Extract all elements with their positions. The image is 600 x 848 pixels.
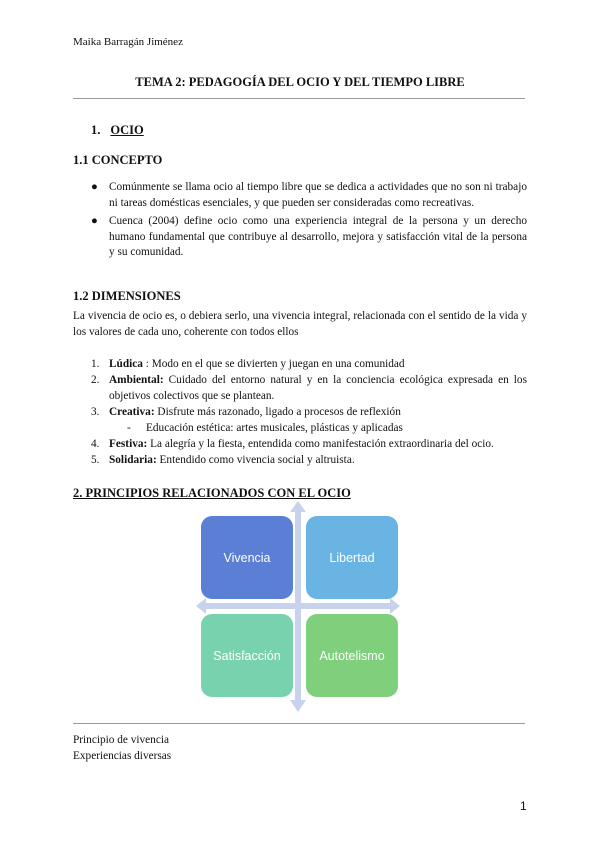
sub-list-item (91, 420, 527, 436)
footnote-divider (73, 723, 525, 724)
item-text: Modo en el que se divierten y juegan en una comunidad (151, 358, 405, 370)
list-item (91, 372, 527, 404)
item-text: Entendido como vivencia social y altruista. (159, 454, 355, 466)
dimensiones-intro: La vivencia de ocio es, o debiera serlo, una vivencia integral, relacionada con el sentido de la vida y los valores de cada uno, coherente con todos ellos (73, 310, 527, 338)
page-number: 1 (520, 799, 527, 813)
item-number: 2. (91, 374, 100, 386)
list-item (91, 214, 527, 261)
bullet-icon: ● (91, 181, 98, 193)
item-number: 4. (91, 438, 100, 450)
dimensiones-heading: 1.2 DIMENSIONES (73, 289, 181, 303)
box-label: Vivencia (223, 550, 271, 565)
dash-marker: - (127, 422, 131, 434)
footnote (73, 732, 171, 764)
sub-item-text: Educación estética: artes musicales, plásticas y aplicadas (146, 422, 403, 434)
principle-box-vivencia (201, 516, 293, 599)
item-text: La alegría y la fiesta, entendida como manifestación extraordinaria del ocio. (150, 438, 494, 450)
item-term: Festiva: (109, 438, 148, 450)
footnote-line: Principio de vivencia (73, 734, 169, 746)
principles-diagram (182, 498, 414, 716)
item-term: Ambiental: (109, 374, 164, 386)
list-item (91, 180, 527, 211)
item-term: Lúdica (109, 358, 143, 370)
box-label: Libertad (329, 550, 375, 565)
box-label: Autotelismo (319, 648, 385, 663)
header-author: Maika Barragán Jiménez (73, 36, 183, 48)
footnote-line: Experiencias diversas (73, 750, 172, 762)
concepto-heading: 1.1 CONCEPTO (73, 153, 163, 167)
item-text: Disfrute más razonado, ligado a procesos de reflexión (157, 406, 401, 418)
box-label: Satisfacción (213, 648, 281, 663)
item-number: 5. (91, 454, 100, 466)
bullet-text: Comúnmente se llama ocio al tiempo libre que se dedica a actividades que no son ni trabajo ni tareas domésticas esenciales, y que pueden ser consideradas como recreativas. (109, 181, 527, 209)
item-text: Cuidado del entorno natural y en la conciencia ecológica expresada en los objetivos colectivos que se plantean. (109, 374, 527, 402)
item-term: Creativa: (109, 406, 155, 418)
section-1-heading (91, 123, 144, 138)
section-1-number: 1. (91, 123, 101, 137)
document-title: TEMA 2: PEDAGOGÍA DEL OCIO Y DEL TIEMPO LIBRE (135, 75, 465, 89)
list-item (91, 452, 527, 468)
principle-box-libertad (306, 516, 398, 599)
bullet-icon: ● (91, 215, 98, 227)
concepto-bullet-list (91, 180, 527, 264)
list-item (91, 436, 527, 452)
item-number: 1. (91, 358, 100, 370)
item-sep: : (142, 358, 152, 370)
list-item (91, 404, 527, 420)
title-divider (73, 98, 525, 99)
dimensiones-list (91, 356, 527, 468)
principle-box-satisfaccion (201, 614, 293, 697)
section-1-label: OCIO (110, 123, 144, 137)
section-2-heading: 2. PRINCIPIOS RELACIONADOS CON EL OCIO (73, 486, 351, 500)
item-term: Solidaria: (109, 454, 157, 466)
item-number: 3. (91, 406, 100, 418)
principle-box-autotelismo (306, 614, 398, 697)
bullet-text: Cuenca (2004) define ocio como una experiencia integral de la persona y un derecho humano fundamental que contribuye al desarrollo, mejora y satisfacción vital de la persona y su comunidad. (109, 215, 527, 258)
list-item (91, 356, 527, 372)
